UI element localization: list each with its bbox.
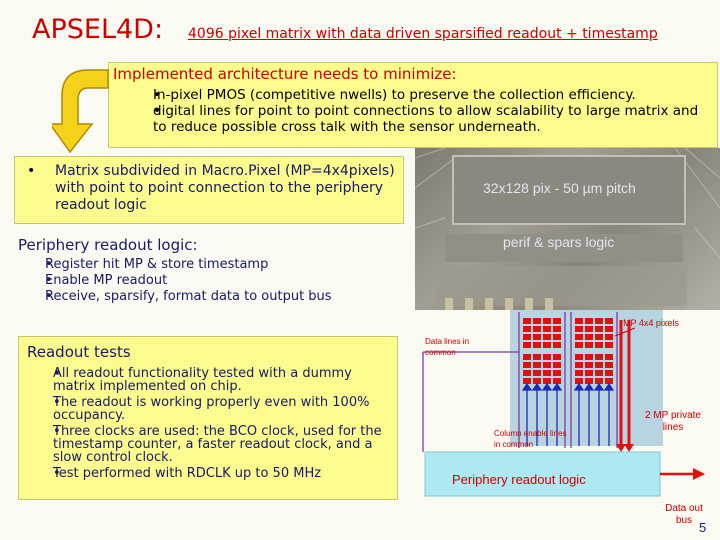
slide-subtitle: 4096 pixel matrix with data driven sparsified readout + timestamp (188, 26, 658, 42)
readout-test-text: Three clocks are used: the BCO clock, used for the timestamp counter, a faster readout clock, and a slow control clock. (53, 424, 382, 465)
readout-test-item (27, 425, 389, 464)
readout-tests-list (27, 367, 389, 480)
architecture-box (108, 62, 718, 148)
readout-test-item (27, 367, 389, 393)
architecture-heading: Implemented architecture needs to minimize: (113, 65, 457, 83)
architecture-item (113, 87, 713, 103)
chip-photo (415, 148, 720, 310)
page-number: 5 (699, 520, 707, 535)
chip-logic-label: perif & spars logic (503, 234, 615, 250)
private-lines-label: 2 MP private lines (645, 410, 701, 433)
bullet-icon: • (27, 163, 36, 179)
matrix-box-item (23, 163, 395, 214)
periphery-list (18, 257, 332, 305)
slide-title: APSEL4D: (32, 14, 164, 45)
chip-matrix-label: 32x128 pix - 50 µm pitch (483, 180, 636, 196)
data-lines-label: Data lines in common (425, 337, 470, 357)
periphery-item (18, 289, 332, 305)
architecture-item (113, 103, 713, 135)
periphery-item (18, 257, 332, 273)
periphery-item-text: Enable MP readout (45, 273, 168, 288)
readout-test-item (27, 396, 389, 422)
matrix-box (14, 156, 404, 224)
curved-arrow-icon (52, 64, 110, 156)
periphery-item (18, 273, 332, 289)
periphery-logic-label: Periphery readout logic (452, 472, 586, 487)
data-out-label: Data out bus (665, 503, 703, 526)
readout-tests-heading: Readout tests (27, 343, 131, 361)
periphery-heading: Periphery readout logic: (18, 236, 198, 254)
periphery-item-text: Receive, sparsify, format data to output bus (45, 289, 332, 304)
chip-photo-graphic (415, 148, 720, 310)
matrix-box-text: Matrix subdivided in Macro.Pixel (MP=4x4pixels) with point to point connection to the periphery readout logic (55, 163, 395, 213)
data-out-arrow (660, 468, 705, 480)
readout-test-item (27, 467, 389, 480)
architecture-item-text: In-pixel PMOS (competitive nwells) to preserve the collection efficiency. (153, 87, 636, 103)
column-enable-label: Column enable lines in common (494, 429, 567, 449)
readout-test-text: All readout functionality tested with a dummy matrix implemented on chip. (53, 366, 352, 394)
periphery-item-text: Register hit MP & store timestamp (45, 257, 269, 272)
readout-test-text: Test performed with RDCLK up to 50 MHz (53, 466, 322, 481)
readout-tests-box (18, 336, 398, 500)
readout-test-text: The readout is working properly even with 100% occupancy. (53, 395, 370, 423)
mp-label: MP 4x4 pixels (623, 318, 679, 328)
architecture-list (113, 87, 713, 135)
architecture-item-text: digital lines for point to point connections to allow scalability to large matrix and to reduce possible cross talk with the sensor underneath. (153, 103, 699, 135)
